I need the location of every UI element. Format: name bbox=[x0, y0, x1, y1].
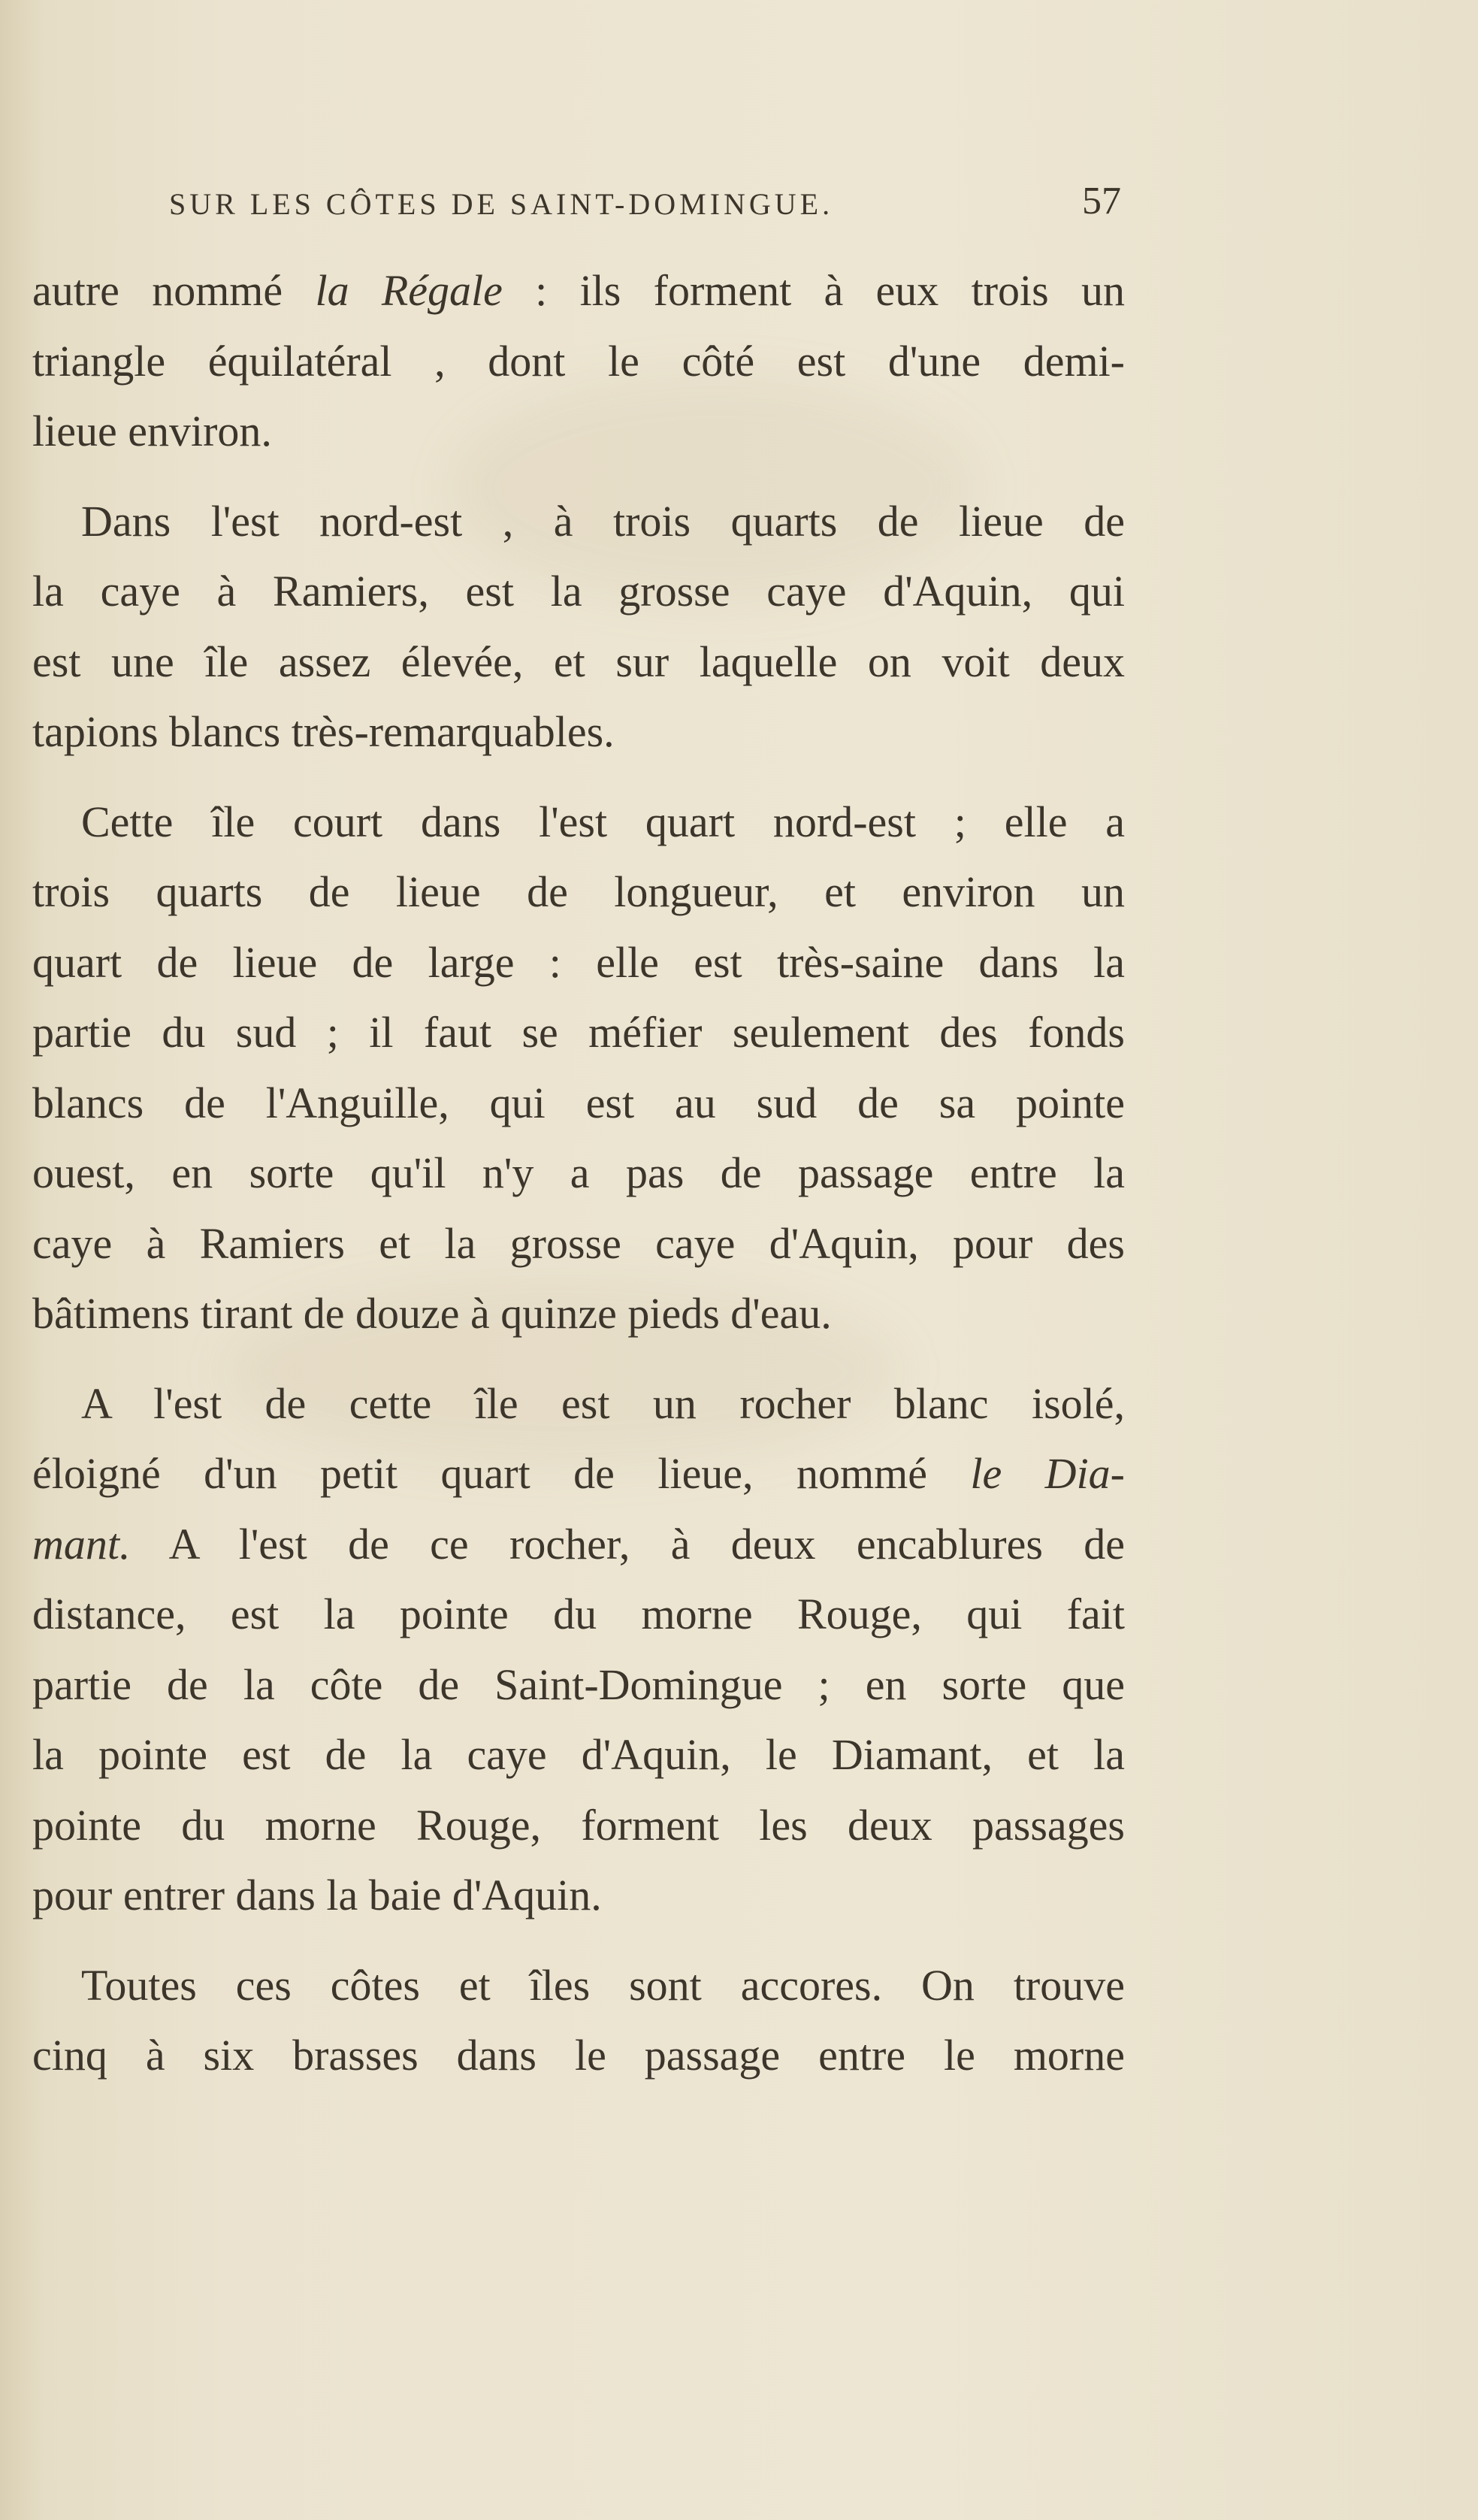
text-line bbox=[81, 495, 1125, 548]
text-segment: lieue environ. bbox=[32, 407, 272, 455]
text-line bbox=[32, 2029, 1125, 2082]
text-segment: Dans l'est nord-est , à trois quarts de lieue de bbox=[81, 496, 1125, 546]
text-segment: partie de la côte de Saint-Domingue ; en sorte que bbox=[32, 1659, 1125, 1709]
italic-text: le Dia- bbox=[970, 1449, 1125, 1498]
text-segment: : ils forment à eux trois un bbox=[502, 266, 1125, 315]
text-line bbox=[32, 265, 1125, 317]
text-segment: pour entrer dans la baie d'Aquin. bbox=[32, 1871, 602, 1919]
text-line bbox=[81, 1378, 1125, 1430]
text-line bbox=[32, 1218, 1125, 1270]
text-segment: tapions blancs très-remarquables. bbox=[32, 707, 615, 756]
text-segment: quart de lieue de large : elle est très-saine dans la bbox=[32, 937, 1125, 987]
text-segment: autre nommé bbox=[32, 266, 316, 315]
text-segment: ouest, en sorte qu'il n'y a pas de passage entre la bbox=[32, 1148, 1125, 1197]
text-line bbox=[32, 1869, 1125, 1922]
text-segment: la caye à Ramiers, est la grosse caye d'Aquin, qui bbox=[32, 567, 1125, 616]
text-segment: bâtimens tirant de douze à quinze pieds d'eau. bbox=[32, 1289, 832, 1338]
text-line bbox=[32, 1077, 1125, 1130]
text-line bbox=[32, 936, 1125, 989]
page-number: 57 bbox=[1082, 180, 1121, 222]
text-segment: blancs de l'Anguille, qui est au sud de sa pointe bbox=[32, 1078, 1125, 1127]
text-line bbox=[32, 1448, 1125, 1500]
text-line bbox=[32, 335, 1125, 388]
text-segment: A l'est de ce rocher, à deux encablures de bbox=[130, 1519, 1125, 1569]
text-line bbox=[32, 636, 1125, 688]
text-segment: trois quarts de lieue de longueur, et environ un bbox=[32, 867, 1125, 916]
text-segment: pointe du morne Rouge, forment les deux passages bbox=[32, 1800, 1125, 1850]
text-line bbox=[32, 1147, 1125, 1199]
text-segment: la pointe est de la caye d'Aquin, le Diamant, et la bbox=[32, 1730, 1125, 1779]
text-line bbox=[32, 565, 1125, 618]
text-line bbox=[81, 1959, 1125, 2012]
text-line bbox=[32, 1659, 1125, 1711]
text-segment: triangle équilatéral , dont le côté est d'une demi- bbox=[32, 336, 1125, 386]
text-line bbox=[32, 1518, 1125, 1571]
text-segment: éloigné d'un petit quart de lieue, nommé bbox=[32, 1449, 971, 1498]
text-segment: caye à Ramiers et la grosse caye d'Aquin, pour des bbox=[32, 1218, 1125, 1268]
text-line bbox=[32, 1006, 1125, 1059]
italic-text: la Régale bbox=[315, 266, 503, 315]
text-line bbox=[32, 1287, 1125, 1340]
text-line bbox=[32, 405, 1125, 458]
text-line bbox=[81, 796, 1125, 849]
text-segment: Cette île court dans l'est quart nord-est ; elle a bbox=[81, 797, 1125, 846]
italic-text: mant. bbox=[32, 1519, 131, 1569]
text-line bbox=[32, 706, 1125, 758]
text-line bbox=[32, 1729, 1125, 1781]
text-line bbox=[32, 866, 1125, 918]
text-segment: Toutes ces côtes et îles sont accores. On trouve bbox=[81, 1960, 1125, 2010]
text-segment: cinq à six brasses dans le passage entre le morne bbox=[32, 2031, 1125, 2080]
text-segment: A l'est de cette île est un rocher blanc isolé, bbox=[81, 1378, 1125, 1428]
text-segment: est une île assez élevée, et sur laquelle on voit deux bbox=[32, 637, 1125, 686]
text-segment: partie du sud ; il faut se méfier seulement des fonds bbox=[32, 1008, 1125, 1057]
text-segment: distance, est la pointe du morne Rouge, qui fait bbox=[32, 1590, 1125, 1638]
text-line bbox=[32, 1588, 1125, 1641]
text-line bbox=[32, 1799, 1125, 1852]
running-header: SUR LES CÔTES DE SAINT-DOMINGUE. bbox=[169, 187, 834, 221]
